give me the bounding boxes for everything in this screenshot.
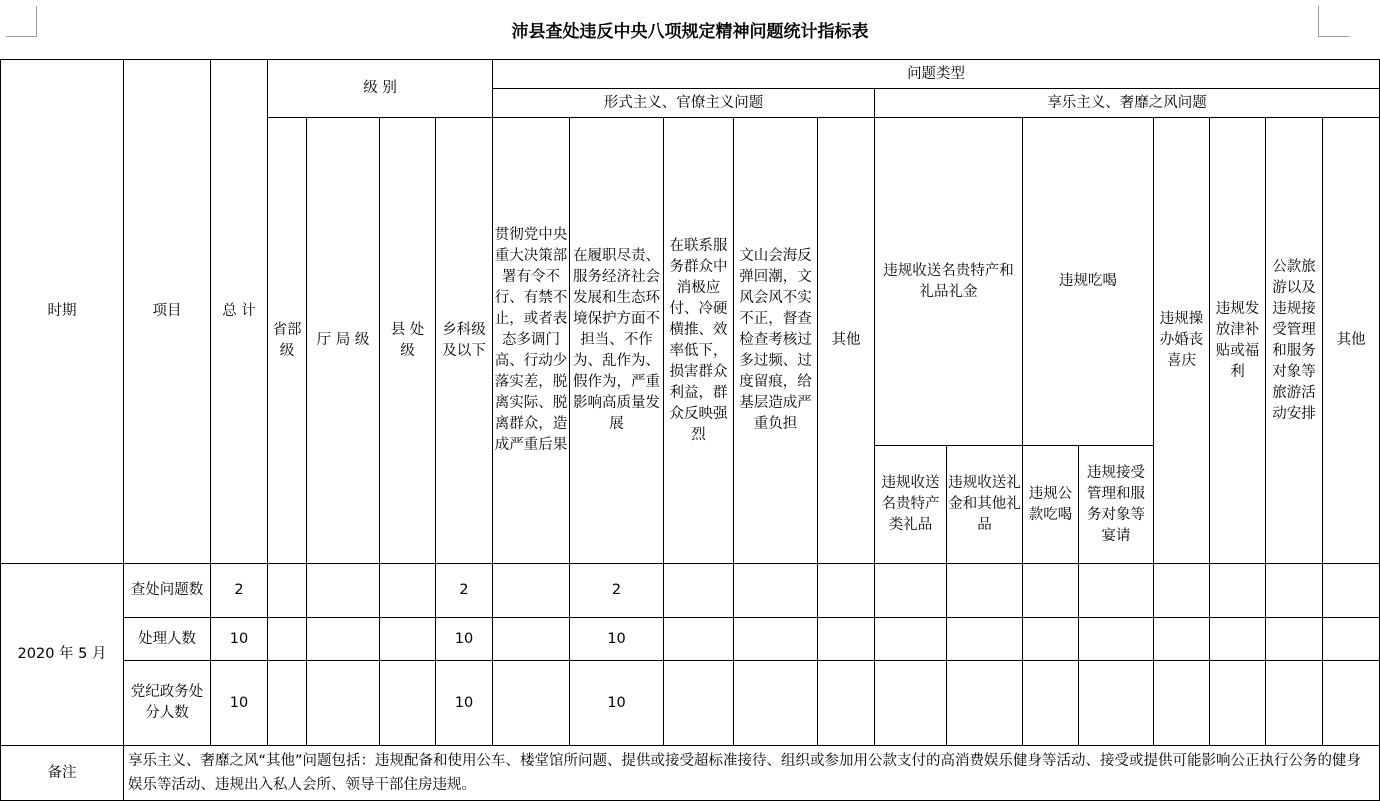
header-travel: 公款旅游以及违规接受管理和服务对象等旅游活动安排 — [1266, 118, 1323, 564]
header-gift-group: 违规收送名贵特产和礼品礼金 — [875, 118, 1023, 446]
row-label: 处理人数 — [124, 618, 211, 661]
header-formalism-group: 形式主义、官僚主义问题 — [493, 89, 875, 118]
cell-township: 2 — [436, 564, 493, 618]
header-hedonism-group: 享乐主义、奢靡之风问题 — [875, 89, 1380, 118]
cell-perform: 10 — [570, 618, 664, 661]
header-level-bureau: 厅 局 级 — [307, 118, 380, 564]
statistics-table — [0, 59, 1380, 801]
cell-township: 10 — [436, 618, 493, 661]
remark-text: 享乐主义、奢靡之风“其他”问题包括：违规配备和使用公车、楼堂馆所问题、提供或接受超标准接待、组织或参加用公款支付的高消费娱乐健身等活动、接受或提供可能影响公正执行公务的健身娱乐等活动、违规出入私人会所、领导干部住房违规。 — [124, 746, 1380, 801]
header-wedding: 违规操办婚丧喜庆 — [1154, 118, 1210, 564]
header-formalism-policy: 贯彻党中央重大决策部署有令不行、有禁不止，或者表态多调门高、行动少落实差，脱离实际、脱离群众，造成严重后果 — [493, 118, 570, 564]
remark-row — [1, 746, 1380, 801]
header-formalism-service: 在联系服务群众中消极应付、冷硬横推、效率低下，损害群众利益，群众反映强烈 — [664, 118, 734, 564]
header-period: 时期 — [1, 60, 124, 564]
table-row — [1, 661, 1380, 746]
header-subsidy: 违规发放津补贴或福利 — [1210, 118, 1266, 564]
header-total: 总 计 — [211, 60, 268, 564]
table-row — [1, 618, 1380, 661]
cell-total: 10 — [211, 618, 268, 661]
header-formalism-other: 其他 — [818, 118, 875, 564]
cell-total: 10 — [211, 661, 268, 746]
header-dining-group: 违规吃喝 — [1023, 118, 1154, 446]
cell-perform: 2 — [570, 564, 664, 618]
remark-label: 备注 — [1, 746, 124, 801]
header-level-province: 省部级 — [268, 118, 307, 564]
cell-perform: 10 — [570, 661, 664, 746]
row-label: 党纪政务处分人数 — [124, 661, 211, 746]
header-dining-banquet: 违规接受管理和服务对象等宴请 — [1079, 446, 1154, 564]
header-dining-public: 违规公款吃喝 — [1023, 446, 1079, 564]
header-level-county: 县 处 级 — [380, 118, 436, 564]
header-gift-specialty: 违规收送名贵特产类礼品 — [875, 446, 947, 564]
period-value: 2020 年 5 月 — [1, 564, 124, 746]
header-gift-money: 违规收送礼金和其他礼品 — [947, 446, 1023, 564]
table-row — [1, 564, 1380, 618]
header-item: 项目 — [124, 60, 211, 564]
header-level: 级 别 — [268, 60, 493, 118]
cell-township: 10 — [436, 661, 493, 746]
header-problem-type: 问题类型 — [493, 60, 1380, 89]
cell-total: 2 — [211, 564, 268, 618]
row-label: 查处问题数 — [124, 564, 211, 618]
header-formalism-perform: 在履职尽责、服务经济社会发展和生态环境保护方面不担当、不作为、乱作为、假作为，严重影响高质量发展 — [570, 118, 664, 564]
header-hedonism-other: 其他 — [1323, 118, 1380, 564]
header-level-township: 乡科级及以下 — [436, 118, 493, 564]
page-title: 沛县查处违反中央八项规定精神问题统计指标表 — [511, 22, 869, 42]
header-formalism-meetings: 文山会海反弹回潮，文风会风不实不正，督查检查考核过多过频、过度留痕，给基层造成严重负担 — [734, 118, 818, 564]
